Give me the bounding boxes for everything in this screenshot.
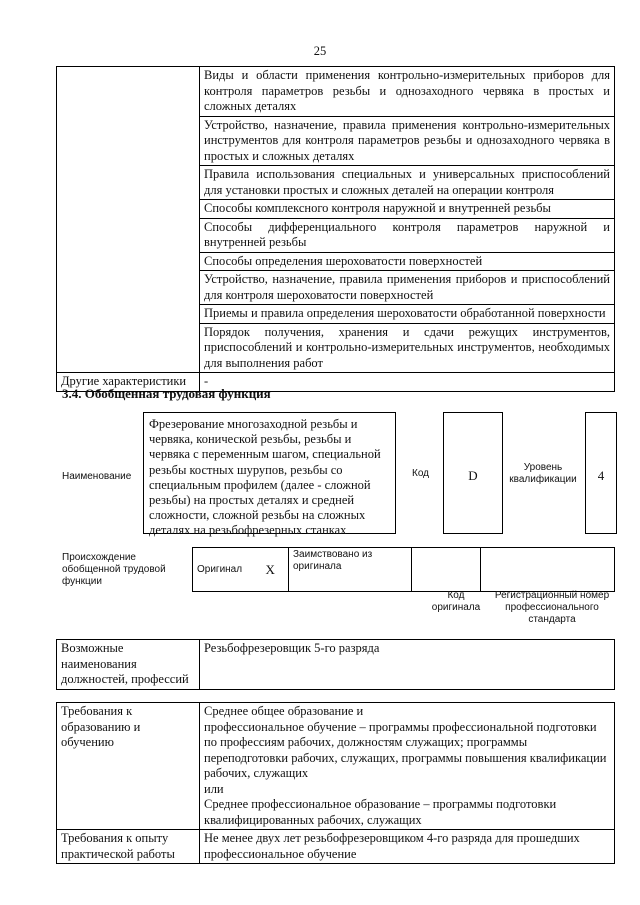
experience-value: Не менее двух лет резьбофрезеровщиком 4-го разряда для прошедших профессиональное обучение [200,830,615,864]
original-mark: X [253,548,289,592]
education-line: профессиональное обучение – программы профессиональной подготовки по профессиям рабочих, должностям служащих; программы переподготовки рабочих, служащих, программы повышения квалификации рабочих, служащих [204,719,607,780]
original-code-caption: Код оригинала [431,590,481,613]
other-characteristics-label: Другие характеристики [57,373,200,392]
section-heading: 3.4. Обобщенная трудовая функция [62,386,271,401]
knowledge-label-cell [57,67,200,373]
education-value [200,703,615,830]
positions-table [56,639,615,690]
original-code-cell [412,548,481,592]
origin-label: Происхождение обобщенной трудовой функции [62,552,166,587]
code-box [443,412,503,534]
level-label: Уровень квалификации [509,462,577,485]
function-name-text: Фрезерование многозаходной резьбы и червяка, конической резьбы, резьбы и червяка с переменным шагом, специальной резьбы костных шурупов, резьбы со специальным профилем (далее - сложной резьбы) на простых деталях и средней сложности, сложной резьбы на сложных деталях на резьбофрезерных станках [149,417,381,538]
knowledge-item: Способы определения шероховатости поверхностей [200,252,615,271]
requirements-table [56,702,615,864]
origin-table [192,547,615,592]
code-label: Код [412,468,430,479]
registration-caption: Регистрационный номер профессионального стандарта [494,590,610,625]
positions-label: Возможные наименования должностей, профессий [57,640,200,690]
knowledge-item: Виды и области применения контрольно-измерительных приборов для контроля параметров резьбы и однозаходного червяка в простых и сложных деталях [200,67,615,117]
knowledge-item: Способы дифференциального контроля параметров наружной и внутренней резьбы [200,218,615,252]
level-box [585,412,617,534]
function-name-box [143,412,396,538]
experience-label: Требования к опыту практической работы [57,830,200,864]
level-value: 4 [597,468,605,483]
registration-number-cell [481,548,615,592]
name-label: Наименование [62,471,132,482]
positions-value: Резьбофрезеровщик 5-го разряда [200,640,615,690]
education-line: или [204,781,224,796]
knowledge-table [56,66,615,392]
knowledge-item: Устройство, назначение, правила применения приборов и приспособлений для контроля шероховатости поверхностей [200,271,615,305]
education-label: Требования к образованию и обучению [57,703,200,830]
borrowed-label: Заимствовано из оригинала [289,548,412,592]
knowledge-item: Устройство, назначение, правила применения контрольно-измерительных инструментов для контроля параметров резьбы и однозаходного червяка в простых и сложных деталях [200,116,615,166]
page-number: 25 [313,44,327,58]
original-label: Оригинал [193,548,253,592]
knowledge-item: Порядок получения, хранения и сдачи режущих инструментов, приспособлений и контрольно-измерительных инструментов, необходимых для выполнения работ [200,323,615,373]
education-line: Среднее профессиональное образование – программы подготовки квалифицированных рабочих, служащих [204,797,557,827]
knowledge-item: Способы комплексного контроля наружной и внутренней резьбы [200,200,615,219]
education-line: Среднее общее образование и [204,704,364,718]
code-value: D [468,468,478,483]
knowledge-item: Правила использования специальных и универсальных приспособлений для установки простых и сложных деталей на операции контроля [200,166,615,200]
other-characteristics-value: - [200,373,615,392]
knowledge-item: Приемы и правила определения шероховатости обработанной поверхности [200,305,615,324]
